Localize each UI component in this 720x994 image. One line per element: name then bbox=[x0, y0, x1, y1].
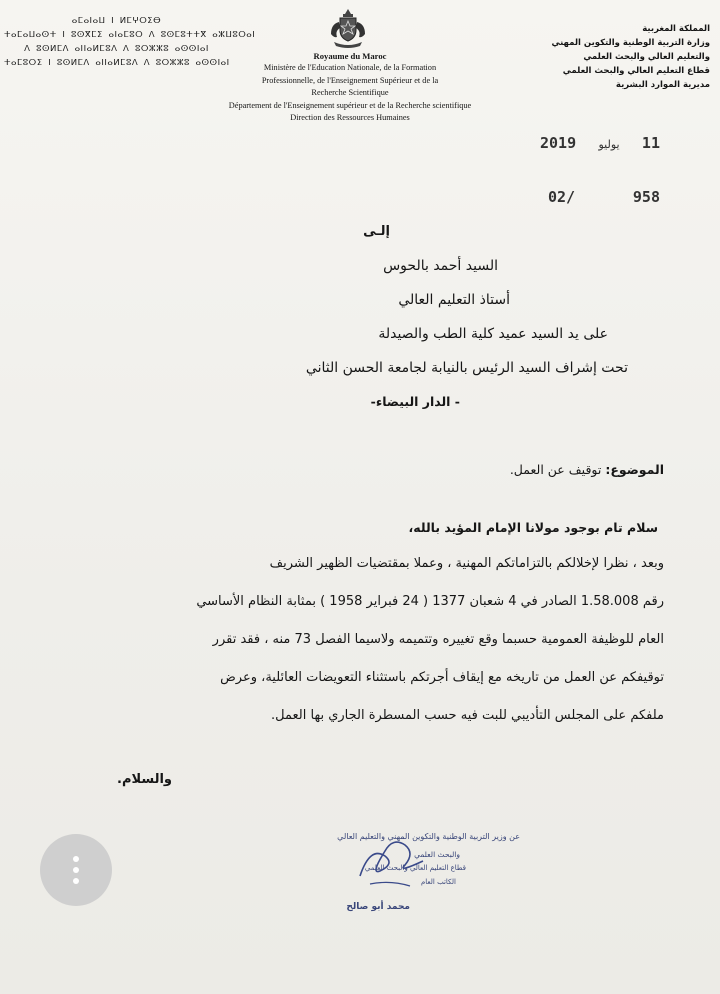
tifinagh-line: ⵜⴰⵎⴰⵡⴰⵙⵜ ⵏ ⵓⵙⴳⵎⵉ ⴰⵏⴰⵎⵓⵔ ⴷ ⵓⵙⵎⵓⵜⵜⴳ ⴰⵣⵡⵓⵔⴰⵏ bbox=[4, 30, 256, 40]
stamp-line: والبحث العلمي bbox=[414, 850, 460, 859]
stamp-line: قطاع التعليم العالي والبحث العلمي bbox=[364, 864, 466, 872]
direction-line: Direction des Ressources Humaines bbox=[290, 113, 410, 123]
signature-stamp bbox=[270, 826, 520, 926]
arabic-header-line: والتعليم العالي والبحث العلمي bbox=[583, 52, 710, 62]
arabic-header-line: مديرية الموارد البشرية bbox=[615, 80, 710, 90]
greeting: سلام تام بوجود مولانا الإمام المؤيد بالله، bbox=[408, 520, 658, 535]
arabic-header bbox=[500, 22, 710, 92]
subject-label: الموضوع: bbox=[605, 462, 664, 477]
body-line: وبعد ، نظرا لإخلالكم بالتزاماتكم المهنية ، وعملا بمقتضيات الظهير الشريف bbox=[269, 556, 664, 571]
addressee-city: - الدار البيضاء- bbox=[370, 394, 460, 409]
french-header bbox=[190, 50, 510, 124]
country-name: Royaume du Maroc bbox=[313, 51, 387, 61]
addressee-title: أستاذ التعليم العالي bbox=[398, 292, 510, 308]
department-line: Département de l'Enseignement supérieur et de la Recherche scientifique bbox=[228, 100, 472, 110]
tifinagh-line: ⵜⴰⵎⵓⵔⵉ ⵏ ⵓⵙⵍⵎⴷ ⴰⵏⵏⴰⵍⵎⵓⴷ ⴷ ⵓⵔⵣⵣⵓ ⴰⵙⵙⵏⴰⵏ bbox=[4, 58, 230, 68]
more-options-button[interactable] bbox=[40, 834, 112, 906]
tifinagh-line: ⴷ ⵓⵙⵍⵎⴷ ⴰⵏⵏⴰⵍⵎⵓⴷ ⴷ ⵓⵔⵣⵣⵓ ⴰⵙⵙⵏⴰⵏ bbox=[24, 44, 209, 54]
date-month: يوليو bbox=[598, 138, 620, 151]
more-vertical-icon bbox=[73, 856, 79, 884]
body-line: توقيفكم عن العمل من تاريخه مع إيقاف أجرتكم باستثناء التعويضات العائلية، وعرض bbox=[220, 670, 664, 685]
ministry-line: Recherche Scientifique bbox=[311, 88, 389, 98]
body-line: رقم 1.58.008 الصادر في 4 شعبان 1377 ( 24 فبراير 1958 ) بمثابة النظام الأساسي bbox=[196, 594, 664, 609]
addressee-supervision: تحت إشراف السيد الرئيس بالنيابة لجامعة الحسن الثاني bbox=[305, 360, 628, 376]
reference-prefix: 02/ bbox=[548, 188, 576, 206]
body-line: ملفكم على المجلس التأديبي للبت فيه حسب المسطرة الجاري بها العمل. bbox=[271, 708, 664, 723]
stamp-line: الكاتب العام bbox=[420, 878, 456, 886]
subject-line bbox=[510, 462, 664, 477]
handwritten-signature bbox=[350, 826, 430, 896]
date-year: 2019 bbox=[540, 134, 577, 152]
reference-number bbox=[548, 188, 660, 206]
arabic-header-line: قطاع التعليم العالي والبحث العلمي bbox=[562, 66, 710, 76]
date-day: 11 bbox=[641, 134, 660, 152]
letter-date bbox=[540, 134, 660, 152]
subject-text: توقيف عن العمل. bbox=[509, 462, 602, 477]
ministry-line: Ministère de l'Education Nationale, de la Formation bbox=[263, 63, 437, 73]
signer-name: محمد أبو صالح bbox=[346, 902, 410, 912]
moroccan-coat-of-arms-icon bbox=[326, 6, 370, 50]
ministry-line: Professionnelle, de l'Enseignement Supérieur et de la bbox=[261, 75, 439, 85]
addressee-via: على يد السيد عميد كلية الطب والصيدلة bbox=[378, 326, 608, 342]
arabic-header-line: وزارة التربية الوطنية والتكوين المهني bbox=[551, 38, 710, 48]
body-line: العام للوظيفة العمومية حسبما وقع تغييره وتتميمه ولاسيما الفصل 73 منه ، فقد تقرر bbox=[212, 632, 664, 647]
tifinagh-line: ⴰⵎⴰⵏⴰⵡ ⵏ ⵍⵎⵖⵔⵉⴱ bbox=[71, 16, 162, 26]
closing: والسلام. bbox=[117, 772, 172, 787]
stamp-line: عن وزير التربية الوطنية والتكوين المهني والتعليم العالي bbox=[337, 832, 520, 841]
arabic-header-line: المملكة المغربية bbox=[642, 24, 710, 34]
addressee-name: السيد أحمد بالحوس bbox=[383, 258, 498, 274]
reference-value: 958 bbox=[632, 188, 660, 206]
addressee-to: إلـى bbox=[363, 224, 390, 239]
